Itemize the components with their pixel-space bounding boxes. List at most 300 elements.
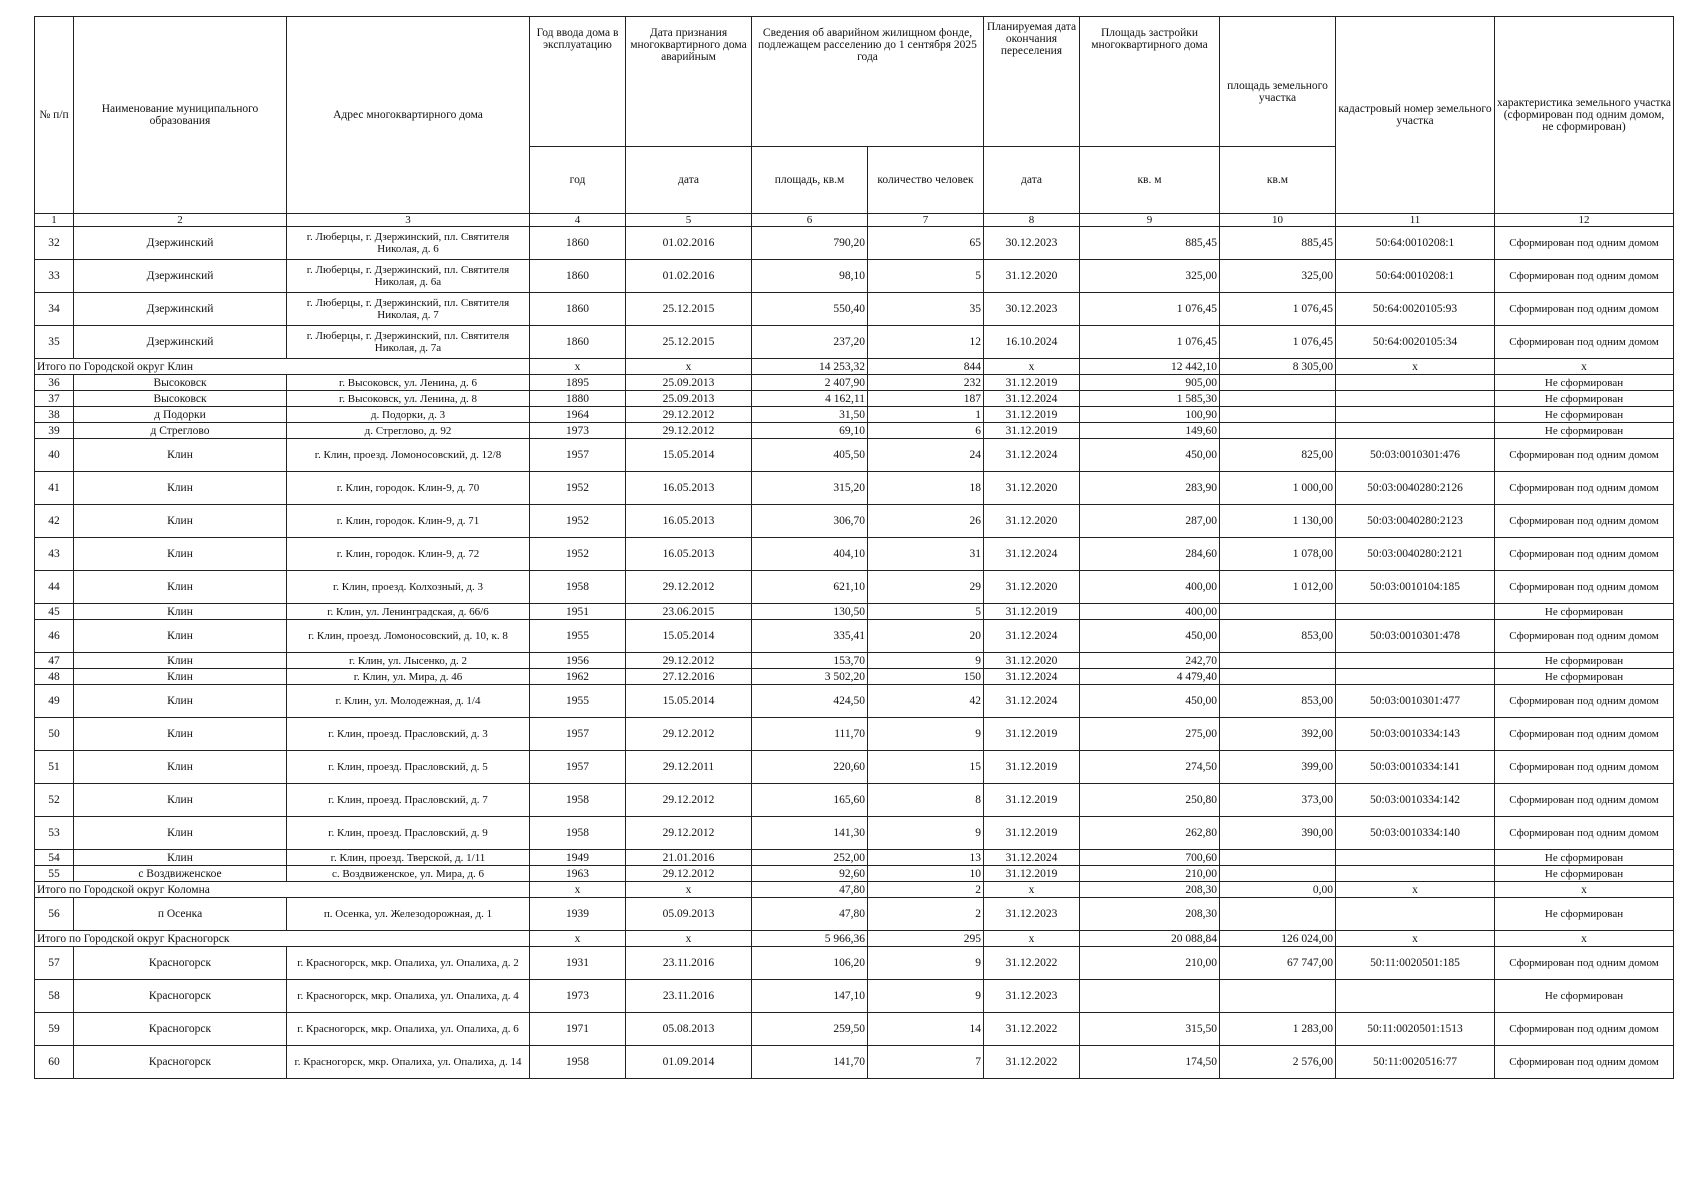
cell-planned-date: 31.12.2023 [984, 980, 1080, 1013]
cell-build-area: 174,50 [1080, 1046, 1220, 1079]
header-date2: дата [984, 147, 1080, 214]
cell-people: 187 [868, 391, 984, 407]
cell-municipality: Клин [74, 685, 287, 718]
cell-num: 60 [35, 1046, 74, 1079]
cell-year: x [530, 931, 626, 947]
cell-land-area [1220, 653, 1336, 669]
cell-num: 44 [35, 571, 74, 604]
cell-num: 41 [35, 472, 74, 505]
cell-land-area [1220, 898, 1336, 931]
cell-people: 844 [868, 359, 984, 375]
cell-cadastral: 50:03:0010301:477 [1336, 685, 1495, 718]
table-row [35, 980, 1674, 1013]
header-year: год [530, 147, 626, 214]
cell-build-area: 262,80 [1080, 817, 1220, 850]
cell-people: 6 [868, 423, 984, 439]
table-row [35, 227, 1674, 260]
cell-planned-date: 31.12.2020 [984, 653, 1080, 669]
table-row [35, 620, 1674, 653]
cell-date-emergency: 25.09.2013 [626, 375, 752, 391]
cell-municipality: Дзержинский [74, 326, 287, 359]
cell-area: 252,00 [752, 850, 868, 866]
cell-land-char: x [1495, 882, 1674, 898]
cell-planned-date: 31.12.2019 [984, 718, 1080, 751]
cell-cadastral: 50:03:0040280:2121 [1336, 538, 1495, 571]
cell-planned-date: 16.10.2024 [984, 326, 1080, 359]
header-municipality: Наименование муниципального образования [74, 17, 287, 214]
cell-municipality: с Воздвиженское [74, 866, 287, 882]
cell-num: 40 [35, 439, 74, 472]
cell-land-char: Сформирован под одним домом [1495, 326, 1674, 359]
cell-planned-date: 31.12.2024 [984, 391, 1080, 407]
cell-municipality: Клин [74, 620, 287, 653]
cell-year: 1860 [530, 326, 626, 359]
table-row [35, 669, 1674, 685]
cell-people: 12 [868, 326, 984, 359]
cell-land-area: 885,45 [1220, 227, 1336, 260]
cell-year: 1958 [530, 1046, 626, 1079]
cell-build-area: 20 088,84 [1080, 931, 1220, 947]
table-row [35, 439, 1674, 472]
cell-land-area [1220, 669, 1336, 685]
cell-num: 59 [35, 1013, 74, 1046]
cell-municipality: Клин [74, 751, 287, 784]
cell-year: 1895 [530, 375, 626, 391]
table-row [35, 391, 1674, 407]
cell-municipality: Красногорск [74, 1046, 287, 1079]
column-number: 2 [74, 214, 287, 227]
cell-area: 790,20 [752, 227, 868, 260]
cell-build-area: 250,80 [1080, 784, 1220, 817]
cell-municipality: п Осенка [74, 898, 287, 931]
cell-date-emergency: 29.12.2012 [626, 866, 752, 882]
cell-address: г. Клин, проезд. Прасловский, д. 3 [287, 718, 530, 751]
cell-planned-date: 31.12.2024 [984, 620, 1080, 653]
header-address: Адрес многоквартирного дома [287, 17, 530, 214]
cell-cadastral: x [1336, 882, 1495, 898]
cell-year: 1973 [530, 980, 626, 1013]
cell-year: 1973 [530, 423, 626, 439]
cell-planned-date: 31.12.2020 [984, 505, 1080, 538]
cell-date-emergency: 25.12.2015 [626, 326, 752, 359]
cell-date-emergency: 16.05.2013 [626, 505, 752, 538]
cell-date-emergency: 23.06.2015 [626, 604, 752, 620]
cell-municipality: Высоковск [74, 375, 287, 391]
cell-address: г. Красногорск, мкр. Опалиха, ул. Опалиха, д. 6 [287, 1013, 530, 1046]
cell-land-area: 825,00 [1220, 439, 1336, 472]
cell-build-area: 208,30 [1080, 882, 1220, 898]
cell-planned-date: 31.12.2022 [984, 1013, 1080, 1046]
cell-num: 46 [35, 620, 74, 653]
cell-num: 51 [35, 751, 74, 784]
cell-cadastral [1336, 653, 1495, 669]
cell-people: 10 [868, 866, 984, 882]
cell-cadastral: 50:64:0010208:1 [1336, 227, 1495, 260]
cell-year: 1955 [530, 685, 626, 718]
cell-address: г. Высоковск, ул. Ленина, д. 8 [287, 391, 530, 407]
cell-land-char: Сформирован под одним домом [1495, 620, 1674, 653]
column-number: 11 [1336, 214, 1495, 227]
cell-build-area: 210,00 [1080, 947, 1220, 980]
column-number: 8 [984, 214, 1080, 227]
cell-date-emergency: 15.05.2014 [626, 685, 752, 718]
cell-date-emergency: 16.05.2013 [626, 472, 752, 505]
header-sqm: кв. м [1080, 147, 1220, 214]
cell-people: 7 [868, 1046, 984, 1079]
cell-area: 141,30 [752, 817, 868, 850]
column-number: 7 [868, 214, 984, 227]
cell-build-area: 400,00 [1080, 604, 1220, 620]
cell-build-area: 400,00 [1080, 571, 1220, 604]
cell-build-area: 1 076,45 [1080, 293, 1220, 326]
subtotal-row [35, 882, 1674, 898]
column-numbers-row [35, 214, 1674, 227]
cell-num: 48 [35, 669, 74, 685]
cell-land-area: 1 000,00 [1220, 472, 1336, 505]
cell-land-char: Сформирован под одним домом [1495, 1046, 1674, 1079]
cell-year: 1956 [530, 653, 626, 669]
cell-planned-date: 31.12.2020 [984, 571, 1080, 604]
cell-cadastral: 50:11:0020501:1513 [1336, 1013, 1495, 1046]
cell-land-char: Не сформирован [1495, 850, 1674, 866]
cell-land-area [1220, 980, 1336, 1013]
column-number: 5 [626, 214, 752, 227]
cell-cadastral [1336, 669, 1495, 685]
cell-date-emergency: 01.09.2014 [626, 1046, 752, 1079]
cell-people: 13 [868, 850, 984, 866]
cell-build-area: 700,60 [1080, 850, 1220, 866]
cell-municipality: Клин [74, 439, 287, 472]
cell-land-area: 1 130,00 [1220, 505, 1336, 538]
cell-num: 50 [35, 718, 74, 751]
cell-cadastral: 50:64:0020105:93 [1336, 293, 1495, 326]
cell-land-area: 392,00 [1220, 718, 1336, 751]
cell-address: г. Красногорск, мкр. Опалиха, ул. Опалиха, д. 2 [287, 947, 530, 980]
cell-land-char: Сформирован под одним домом [1495, 260, 1674, 293]
cell-area: 111,70 [752, 718, 868, 751]
cell-date-emergency: 21.01.2016 [626, 850, 752, 866]
cell-date-emergency: 29.12.2011 [626, 751, 752, 784]
cell-address: г. Клин, ул. Ленинградская, д. 66/6 [287, 604, 530, 620]
cell-area: 4 162,11 [752, 391, 868, 407]
cell-build-area: 450,00 [1080, 439, 1220, 472]
cell-address: г. Клин, проезд. Ломоносовский, д. 10, к. 8 [287, 620, 530, 653]
cell-area: 424,50 [752, 685, 868, 718]
cell-year: 1949 [530, 850, 626, 866]
header-planned-date: Планируемая дата окончания переселения [984, 17, 1080, 147]
cell-address: п. Осенка, ул. Железодорожная, д. 1 [287, 898, 530, 931]
cell-municipality: Дзержинский [74, 227, 287, 260]
cell-planned-date: 30.12.2023 [984, 227, 1080, 260]
cell-num: 56 [35, 898, 74, 931]
cell-date-emergency: 01.02.2016 [626, 260, 752, 293]
table-row [35, 653, 1674, 669]
cell-planned-date: 31.12.2024 [984, 850, 1080, 866]
cell-land-area: 399,00 [1220, 751, 1336, 784]
cell-year: 1860 [530, 260, 626, 293]
cell-people: 9 [868, 653, 984, 669]
cell-address: г. Клин, городок. Клин-9, д. 70 [287, 472, 530, 505]
cell-land-char: Не сформирован [1495, 604, 1674, 620]
cell-address: д. Стреглово, д. 92 [287, 423, 530, 439]
cell-num: 32 [35, 227, 74, 260]
cell-build-area: 885,45 [1080, 227, 1220, 260]
cell-planned-date: x [984, 359, 1080, 375]
cell-area: 106,20 [752, 947, 868, 980]
cell-num: 54 [35, 850, 74, 866]
cell-area: 5 966,36 [752, 931, 868, 947]
column-number: 9 [1080, 214, 1220, 227]
cell-year: 1952 [530, 472, 626, 505]
cell-land-area: 1 012,00 [1220, 571, 1336, 604]
cell-date-emergency: 23.11.2016 [626, 947, 752, 980]
cell-land-char: Не сформирован [1495, 866, 1674, 882]
cell-area: 3 502,20 [752, 669, 868, 685]
cell-num: 58 [35, 980, 74, 1013]
cell-area: 404,10 [752, 538, 868, 571]
cell-area: 31,50 [752, 407, 868, 423]
cell-year: 1958 [530, 571, 626, 604]
cell-land-char: Сформирован под одним домом [1495, 947, 1674, 980]
column-number: 1 [35, 214, 74, 227]
table-row [35, 718, 1674, 751]
cell-date-emergency: 29.12.2012 [626, 571, 752, 604]
cell-address: г. Клин, проезд. Колхозный, д. 3 [287, 571, 530, 604]
cell-year: 1957 [530, 439, 626, 472]
table-row [35, 293, 1674, 326]
cell-municipality: Клин [74, 850, 287, 866]
cell-num: 47 [35, 653, 74, 669]
cell-cadastral: 50:03:0010301:476 [1336, 439, 1495, 472]
cell-people: 150 [868, 669, 984, 685]
cell-planned-date: 31.12.2024 [984, 669, 1080, 685]
cell-cadastral: 50:03:0010301:478 [1336, 620, 1495, 653]
cell-land-char: Не сформирован [1495, 375, 1674, 391]
cell-municipality: Дзержинский [74, 260, 287, 293]
cell-people: 29 [868, 571, 984, 604]
cell-land-area: 390,00 [1220, 817, 1336, 850]
cell-planned-date: 31.12.2019 [984, 784, 1080, 817]
cell-address: г. Высоковск, ул. Ленина, д. 6 [287, 375, 530, 391]
table-row [35, 260, 1674, 293]
header-build-area: Площадь застройки многоквартирного дома [1080, 17, 1220, 147]
table-row [35, 326, 1674, 359]
cell-build-area: 1 076,45 [1080, 326, 1220, 359]
table-row [35, 423, 1674, 439]
table-row [35, 784, 1674, 817]
cell-date-emergency: 25.12.2015 [626, 293, 752, 326]
cell-land-char: Сформирован под одним домом [1495, 439, 1674, 472]
cell-planned-date: 31.12.2019 [984, 604, 1080, 620]
cell-land-char: Сформирован под одним домом [1495, 1013, 1674, 1046]
cell-year: 1939 [530, 898, 626, 931]
cell-address: г. Клин, проезд. Прасловский, д. 5 [287, 751, 530, 784]
cell-land-char: Сформирован под одним домом [1495, 817, 1674, 850]
cell-land-char: Сформирован под одним домом [1495, 293, 1674, 326]
cell-year: 1963 [530, 866, 626, 882]
cell-build-area: 100,90 [1080, 407, 1220, 423]
cell-municipality: Красногорск [74, 980, 287, 1013]
cell-land-char: x [1495, 359, 1674, 375]
cell-area: 2 407,90 [752, 375, 868, 391]
cell-land-area [1220, 391, 1336, 407]
cell-area: 306,70 [752, 505, 868, 538]
cell-planned-date: 31.12.2023 [984, 898, 1080, 931]
cell-area: 165,60 [752, 784, 868, 817]
cell-planned-date: 31.12.2024 [984, 538, 1080, 571]
cell-land-area [1220, 375, 1336, 391]
cell-municipality: Клин [74, 817, 287, 850]
cell-address: г. Люберцы, г. Дзержинский, пл. Святителя Николая, д. 6 [287, 227, 530, 260]
cell-land-area [1220, 604, 1336, 620]
cell-people: 9 [868, 718, 984, 751]
cell-area: 259,50 [752, 1013, 868, 1046]
cell-people: 26 [868, 505, 984, 538]
cell-people: 295 [868, 931, 984, 947]
column-number: 12 [1495, 214, 1674, 227]
cell-build-area: 315,50 [1080, 1013, 1220, 1046]
cell-people: 9 [868, 980, 984, 1013]
cell-area: 621,10 [752, 571, 868, 604]
cell-area: 92,60 [752, 866, 868, 882]
cell-cadastral [1336, 375, 1495, 391]
cell-land-area: 1 078,00 [1220, 538, 1336, 571]
cell-date-emergency: 29.12.2012 [626, 718, 752, 751]
cell-build-area: 242,70 [1080, 653, 1220, 669]
cell-build-area: 275,00 [1080, 718, 1220, 751]
header-sqm2: кв.м [1220, 147, 1336, 214]
cell-build-area: 208,30 [1080, 898, 1220, 931]
cell-date-emergency: x [626, 359, 752, 375]
cell-area: 130,50 [752, 604, 868, 620]
cell-num: 53 [35, 817, 74, 850]
cell-planned-date: x [984, 882, 1080, 898]
cell-people: 65 [868, 227, 984, 260]
cell-land-char: Сформирован под одним домом [1495, 505, 1674, 538]
cell-cadastral [1336, 423, 1495, 439]
table-row [35, 1013, 1674, 1046]
cell-date-emergency: x [626, 931, 752, 947]
cell-address: г. Клин, проезд. Ломоносовский, д. 12/8 [287, 439, 530, 472]
cell-num: 36 [35, 375, 74, 391]
header-people: количество человек [868, 147, 984, 214]
cell-num: 45 [35, 604, 74, 620]
cell-land-area: 8 305,00 [1220, 359, 1336, 375]
cell-planned-date: 30.12.2023 [984, 293, 1080, 326]
cell-area: 237,20 [752, 326, 868, 359]
cell-cadastral [1336, 980, 1495, 1013]
cell-land-char: Сформирован под одним домом [1495, 538, 1674, 571]
cell-build-area [1080, 980, 1220, 1013]
cell-land-char: Не сформирован [1495, 980, 1674, 1013]
table-row [35, 947, 1674, 980]
cell-build-area: 450,00 [1080, 620, 1220, 653]
cell-build-area: 149,60 [1080, 423, 1220, 439]
cell-build-area: 1 585,30 [1080, 391, 1220, 407]
cell-municipality: д Стреглово [74, 423, 287, 439]
cell-land-area: 2 576,00 [1220, 1046, 1336, 1079]
cell-cadastral [1336, 407, 1495, 423]
cell-cadastral: 50:03:0040280:2126 [1336, 472, 1495, 505]
cell-planned-date: x [984, 931, 1080, 947]
cell-address: г. Клин, городок. Клин-9, д. 72 [287, 538, 530, 571]
cell-year: 1952 [530, 505, 626, 538]
table-body [35, 227, 1674, 1079]
cell-people: 35 [868, 293, 984, 326]
cell-land-char: Сформирован под одним домом [1495, 784, 1674, 817]
cell-date-emergency: 05.09.2013 [626, 898, 752, 931]
cell-land-area: 1 283,00 [1220, 1013, 1336, 1046]
cell-cadastral: 50:03:0010334:141 [1336, 751, 1495, 784]
subtotal-row [35, 931, 1674, 947]
cell-municipality: Клин [74, 604, 287, 620]
cell-people: 232 [868, 375, 984, 391]
cell-year: 1931 [530, 947, 626, 980]
cell-build-area: 274,50 [1080, 751, 1220, 784]
cell-area: 220,60 [752, 751, 868, 784]
table-row [35, 571, 1674, 604]
column-number: 4 [530, 214, 626, 227]
cell-area: 335,41 [752, 620, 868, 653]
cell-people: 5 [868, 604, 984, 620]
cell-num: 34 [35, 293, 74, 326]
cell-planned-date: 31.12.2024 [984, 439, 1080, 472]
cell-area: 550,40 [752, 293, 868, 326]
table-row [35, 898, 1674, 931]
cell-cadastral: 50:11:0020501:185 [1336, 947, 1495, 980]
cell-municipality: Высоковск [74, 391, 287, 407]
cell-date-emergency: 29.12.2012 [626, 784, 752, 817]
cell-area: 47,80 [752, 898, 868, 931]
cell-area: 14 253,32 [752, 359, 868, 375]
cell-land-area: 325,00 [1220, 260, 1336, 293]
cell-address: г. Люберцы, г. Дзержинский, пл. Святителя Николая, д. 7 [287, 293, 530, 326]
cell-land-area: 373,00 [1220, 784, 1336, 817]
header-land-char: характеристика земельного участка (сформирован под одним домом, не сформирован) [1495, 17, 1674, 214]
table-row [35, 472, 1674, 505]
cell-municipality: Клин [74, 784, 287, 817]
cell-municipality: Красногорск [74, 1013, 287, 1046]
cell-date-emergency: 29.12.2012 [626, 407, 752, 423]
cell-address: д. Подорки, д. 3 [287, 407, 530, 423]
cell-cadastral: 50:11:0020516:77 [1336, 1046, 1495, 1079]
cell-planned-date: 31.12.2019 [984, 407, 1080, 423]
header-year-entry: Год ввода дома в эксплуатацию [530, 17, 626, 147]
cell-year: 1958 [530, 817, 626, 850]
cell-build-area: 283,90 [1080, 472, 1220, 505]
cell-people: 20 [868, 620, 984, 653]
cell-land-area [1220, 407, 1336, 423]
cell-area: 47,80 [752, 882, 868, 898]
cell-address: г. Клин, городок. Клин-9, д. 71 [287, 505, 530, 538]
cell-address: г. Люберцы, г. Дзержинский, пл. Святителя Николая, д. 6а [287, 260, 530, 293]
cell-year: 1952 [530, 538, 626, 571]
cell-num: 52 [35, 784, 74, 817]
cell-cadastral [1336, 604, 1495, 620]
cell-people: 8 [868, 784, 984, 817]
header-date: дата [626, 147, 752, 214]
cell-area: 405,50 [752, 439, 868, 472]
cell-num: 42 [35, 505, 74, 538]
cell-num: 39 [35, 423, 74, 439]
cell-build-area: 12 442,10 [1080, 359, 1220, 375]
cell-address: г. Красногорск, мкр. Опалиха, ул. Опалиха, д. 4 [287, 980, 530, 1013]
cell-date-emergency: 16.05.2013 [626, 538, 752, 571]
cell-people: 5 [868, 260, 984, 293]
cell-planned-date: 31.12.2019 [984, 817, 1080, 850]
cell-date-emergency: 29.12.2012 [626, 653, 752, 669]
header-area: площадь, кв.м [752, 147, 868, 214]
